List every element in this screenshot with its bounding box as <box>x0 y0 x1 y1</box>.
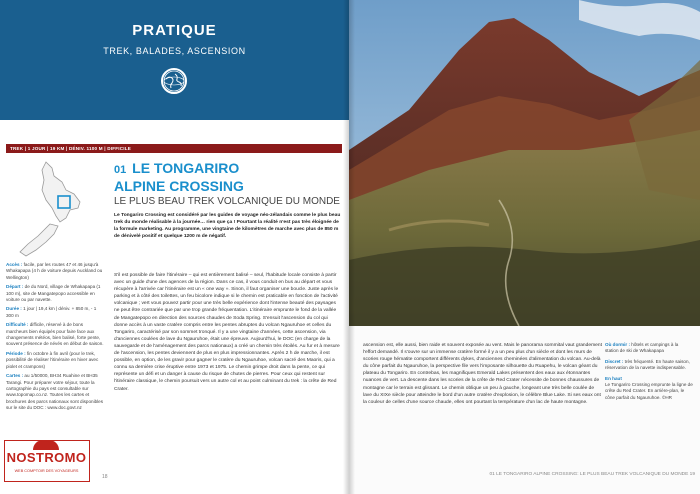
nostromo-logo <box>4 440 90 482</box>
page-number-left: 18 <box>102 474 108 480</box>
aside-item: Où dormir : hôtels et campings à la station de ski de Whakapapa <box>605 342 679 354</box>
right-page <box>349 0 700 494</box>
info-item: Départ : de du Nord, village de Whakapapa (1 100 m), site de Mangatepopo accessible en voiture ou par navette. <box>6 284 101 303</box>
title-line-1: LE TONGARIRO <box>132 160 240 176</box>
volcano-photo <box>349 0 700 326</box>
logo-tagline: WEB COMPTOIR DES VOYAGEURS <box>14 469 79 473</box>
info-item: Durée : 1 jour | 19,4 km | déniv. + 850 m, - 1 300 m <box>6 306 97 318</box>
trek-facts-strip: TREK | 1 JOUR | 19 KM | DÉNIV. 1100 M | DIFFICILE <box>6 144 342 153</box>
section-title: PRATIQUE <box>132 22 217 39</box>
left-page <box>0 0 349 494</box>
book-gutter <box>343 0 355 494</box>
logo-name: NOSTROMO <box>6 450 87 465</box>
article-title <box>114 160 342 208</box>
info-item: Accès : facile, par les routes 47 et 46 jusqu'à Whakapapa (4 h de voiture depuis Auckland ou Wellington) <box>6 262 103 280</box>
title-line-2: ALPINE CROSSING <box>114 178 244 194</box>
body-text-left: S'il est possible de faire l'itinéraire – qui est entièrement balisé – seul, l'habitude locale consiste à partir avec un guide d'une des agences de la région. Dans ce cas, il vous conduit en bus au départ et vous récupère à l'arrivée car l'itinéraire est un « one way ». Sinon, il faut organiser une boucle. Juste après le parking et à côté des toilettes, un feu bicolore indique si le chemin est praticable en fonction de l'activité volcanique ; vert vous pouvez partir pour une très belle expérience dont l'intense beauté des paysages ne peut être contrariée que par une trop grande fréquentation. L'itinéraire emprunte le fond de la vallée de Mangatepopo en direction des sources chaudes de Soda Spring. S'ensuit l'ascension du col qui donne accès à un vaste cratère compris entre les pentes abruptes du volcan Ngauruhoe et celles du Tongariro, caractérisé par son sommet tronqué. Il y a une vingtaine d'années, cette ascension, via d'anciennes coulées de lave du Ngauruhoe, était une épreuve. Aujourd'hui, le DOC (en charge de la sauvegarde et de l'aménagement des parcs nationaux) a créé un chemin très étoilés. Au fur et à mesure de l'ascension, les pentes deviennent de plus en plus impressionnantes. Après 2 h de marche, il est possible, en option, de les gravir pour gagner le cratère du Ngauruhoe, volcan sacré des Maoris, qui a connu sa dernière crise éruptive entre 1973 et 1975. Le chemin grimpe droit dans la pente, ce qui représente un défi et un danger à cause du risque de chutes de pierres. Pour ceux qui restent sur l'itinéraire classique, le chemin poursuit vers un autre col et au point culminant du trek : la crête de Red Crater. <box>114 273 340 392</box>
article-subtitle: LE PLUS BEAU TREK VOLCANIQUE DU MONDE <box>114 196 340 207</box>
section-subtitle: TREK, BALADES, ASCENSION <box>103 46 246 56</box>
practical-info-sidebar <box>6 262 104 415</box>
info-item: Période : fin octobre à fin avril (pour le trek, possibilité de réaliser l'itinéraire en hiver avec piolet et crampons) <box>6 350 99 369</box>
running-footer: 01 LE TONGARIRO ALPINE CROSSING: LE PLUS BEAU TREK VOLCANIQUE DU MONDE 19 <box>489 472 695 477</box>
aside-item: Discret : très fréquenté. En haute saison, réservation de la navette indispensable. <box>605 358 690 371</box>
logo-cap-shape <box>33 440 59 450</box>
trek-number: 01 <box>114 164 127 176</box>
header-band <box>0 0 349 120</box>
body-text-right: ascension est, elle aussi, bien raide et souvent exposée au vent. Mais le panorama sommital vaut grandement l'effort demandé. Il s'ouvre sur un immense cratère formé il y a un peu plus d'un siècle et dont les murs de scories rouge hématite comportent différents dykes, d'anciennes cheminées d'alimentation du volcan. Au-delà du cône parfait du Ngauruhoe, la perspective file vers l'imposante silhouette du Ruapehu, le volcan géant du plateau du Tongariro. En contrebas, les magnifiques Emerald Lakes présentent des eaux aux étonnantes nuances de vert. La descente dans les scories de la crête de Red Crater nécessite de bonnes chaussures de montagne car le terrain est glissant. Le chemin oblique un peu à gauche, longeant une très belle coulée de lave du XIXe siècle pour atteindre le bord d'un autre cratère d'explosion, le célèbre Blue Lake. Si ses eaux ont la couleur de celles d'une source chaude, elles ont pourtant la température d'un lac de haute montagne. <box>363 343 602 405</box>
globe-icon <box>161 68 187 94</box>
info-item: Difficulté : difficile, réservé à de bons marcheurs bien équipés pour faire face aux changements météos, bien balisé, forte pente, souvent présence de névés en début de saison. <box>6 322 104 347</box>
new-zealand-map <box>6 160 96 260</box>
photo-caption: En haut Le Tongariro Crossing emprunte la ligne de crête du Red Crater. En arrière-plan, le cône parfait du Ngauruhoe. ©HR <box>605 375 693 400</box>
info-item: Cartes : au 1/50000, BH34 Ruahine et BH35 Tarangi. Pour préparer votre séjour, toute la cartographie du pays est consultable sur www.topomap.co.nz. Toutes les cartes et brochures des parcs nationaux sont disponibles sur le site du DOC : www.doc.govt.nz <box>6 373 104 411</box>
aside-column <box>605 342 693 405</box>
intro-paragraph: Le Tongariro Crossing est considéré par les guides de voyage néo-zélandais comme le plus beau trek du monde réalisable à la journée… rien que ça ! Pourtant la réalité n'est pas très éloignée de la formule marketing. Au programme, une vingtaine de kilomètres de marche avec plus de 850 m de dénivelé positif et quelque 1200 m de négatif. <box>114 213 341 239</box>
